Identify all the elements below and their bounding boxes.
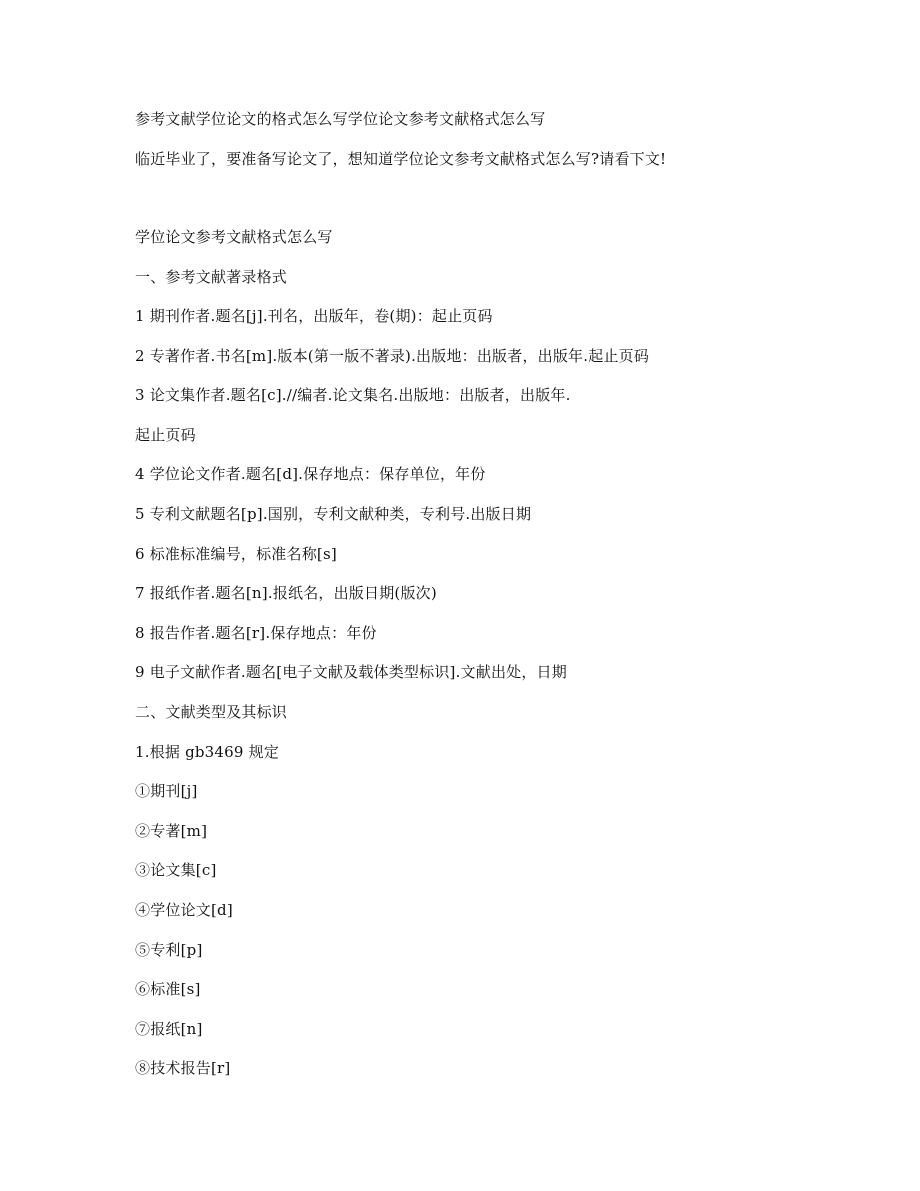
document-type-item: ①期刊[j] <box>135 782 198 800</box>
citation-format-line: 起止页码 <box>135 426 196 444</box>
document-type-item: ⑥标准[s] <box>135 980 201 998</box>
section-heading: 二、文献类型及其标识 <box>135 703 288 721</box>
document-type-item: ⑧技术报告[r] <box>135 1059 231 1077</box>
citation-format-line: 3 论文集作者.题名[c].//编者.论文集名.出版地：出版者，出版年. <box>135 386 571 404</box>
citation-format-line: 7 报纸作者.题名[n].报纸名，出版日期(版次) <box>135 584 437 602</box>
subsection-heading: 1.根据 gb3469 规定 <box>135 743 280 761</box>
document-type-item: ③论文集[c] <box>135 861 217 879</box>
document-type-item: ⑤专利[p] <box>135 941 203 959</box>
section-heading: 一、参考文献著录格式 <box>135 268 288 286</box>
document-type-item: ⑦报纸[n] <box>135 1020 203 1038</box>
intro-paragraph: 临近毕业了，要准备写论文了，想知道学位论文参考文献格式怎么写?请看下文! <box>135 150 667 168</box>
document-type-item: ②专著[m] <box>135 822 208 840</box>
citation-format-line: 5 专利文献题名[p].国别，专利文献种类，专利号.出版日期 <box>135 505 532 523</box>
citation-format-line: 2 专著作者.书名[m].版本(第一版不著录).出版地：出版者，出版年.起止页码 <box>135 347 650 365</box>
citation-format-line: 1 期刊作者.题名[j].刊名，出版年，卷(期)：起止页码 <box>135 307 493 325</box>
citation-format-line: 9 电子文献作者.题名[电子文献及载体类型标识].文献出处，日期 <box>135 663 567 681</box>
document-type-item: ④学位论文[d] <box>135 901 233 919</box>
document-title: 参考文献学位论文的格式怎么写学位论文参考文献格式怎么写 <box>135 110 546 128</box>
citation-format-line: 8 报告作者.题名[r].保存地点：年份 <box>135 624 377 642</box>
citation-format-line: 6 标准标准编号，标准名称[s] <box>135 545 337 563</box>
section-heading: 学位论文参考文献格式怎么写 <box>135 228 333 246</box>
citation-format-line: 4 学位论文作者.题名[d].保存地点：保存单位，年份 <box>135 465 486 483</box>
